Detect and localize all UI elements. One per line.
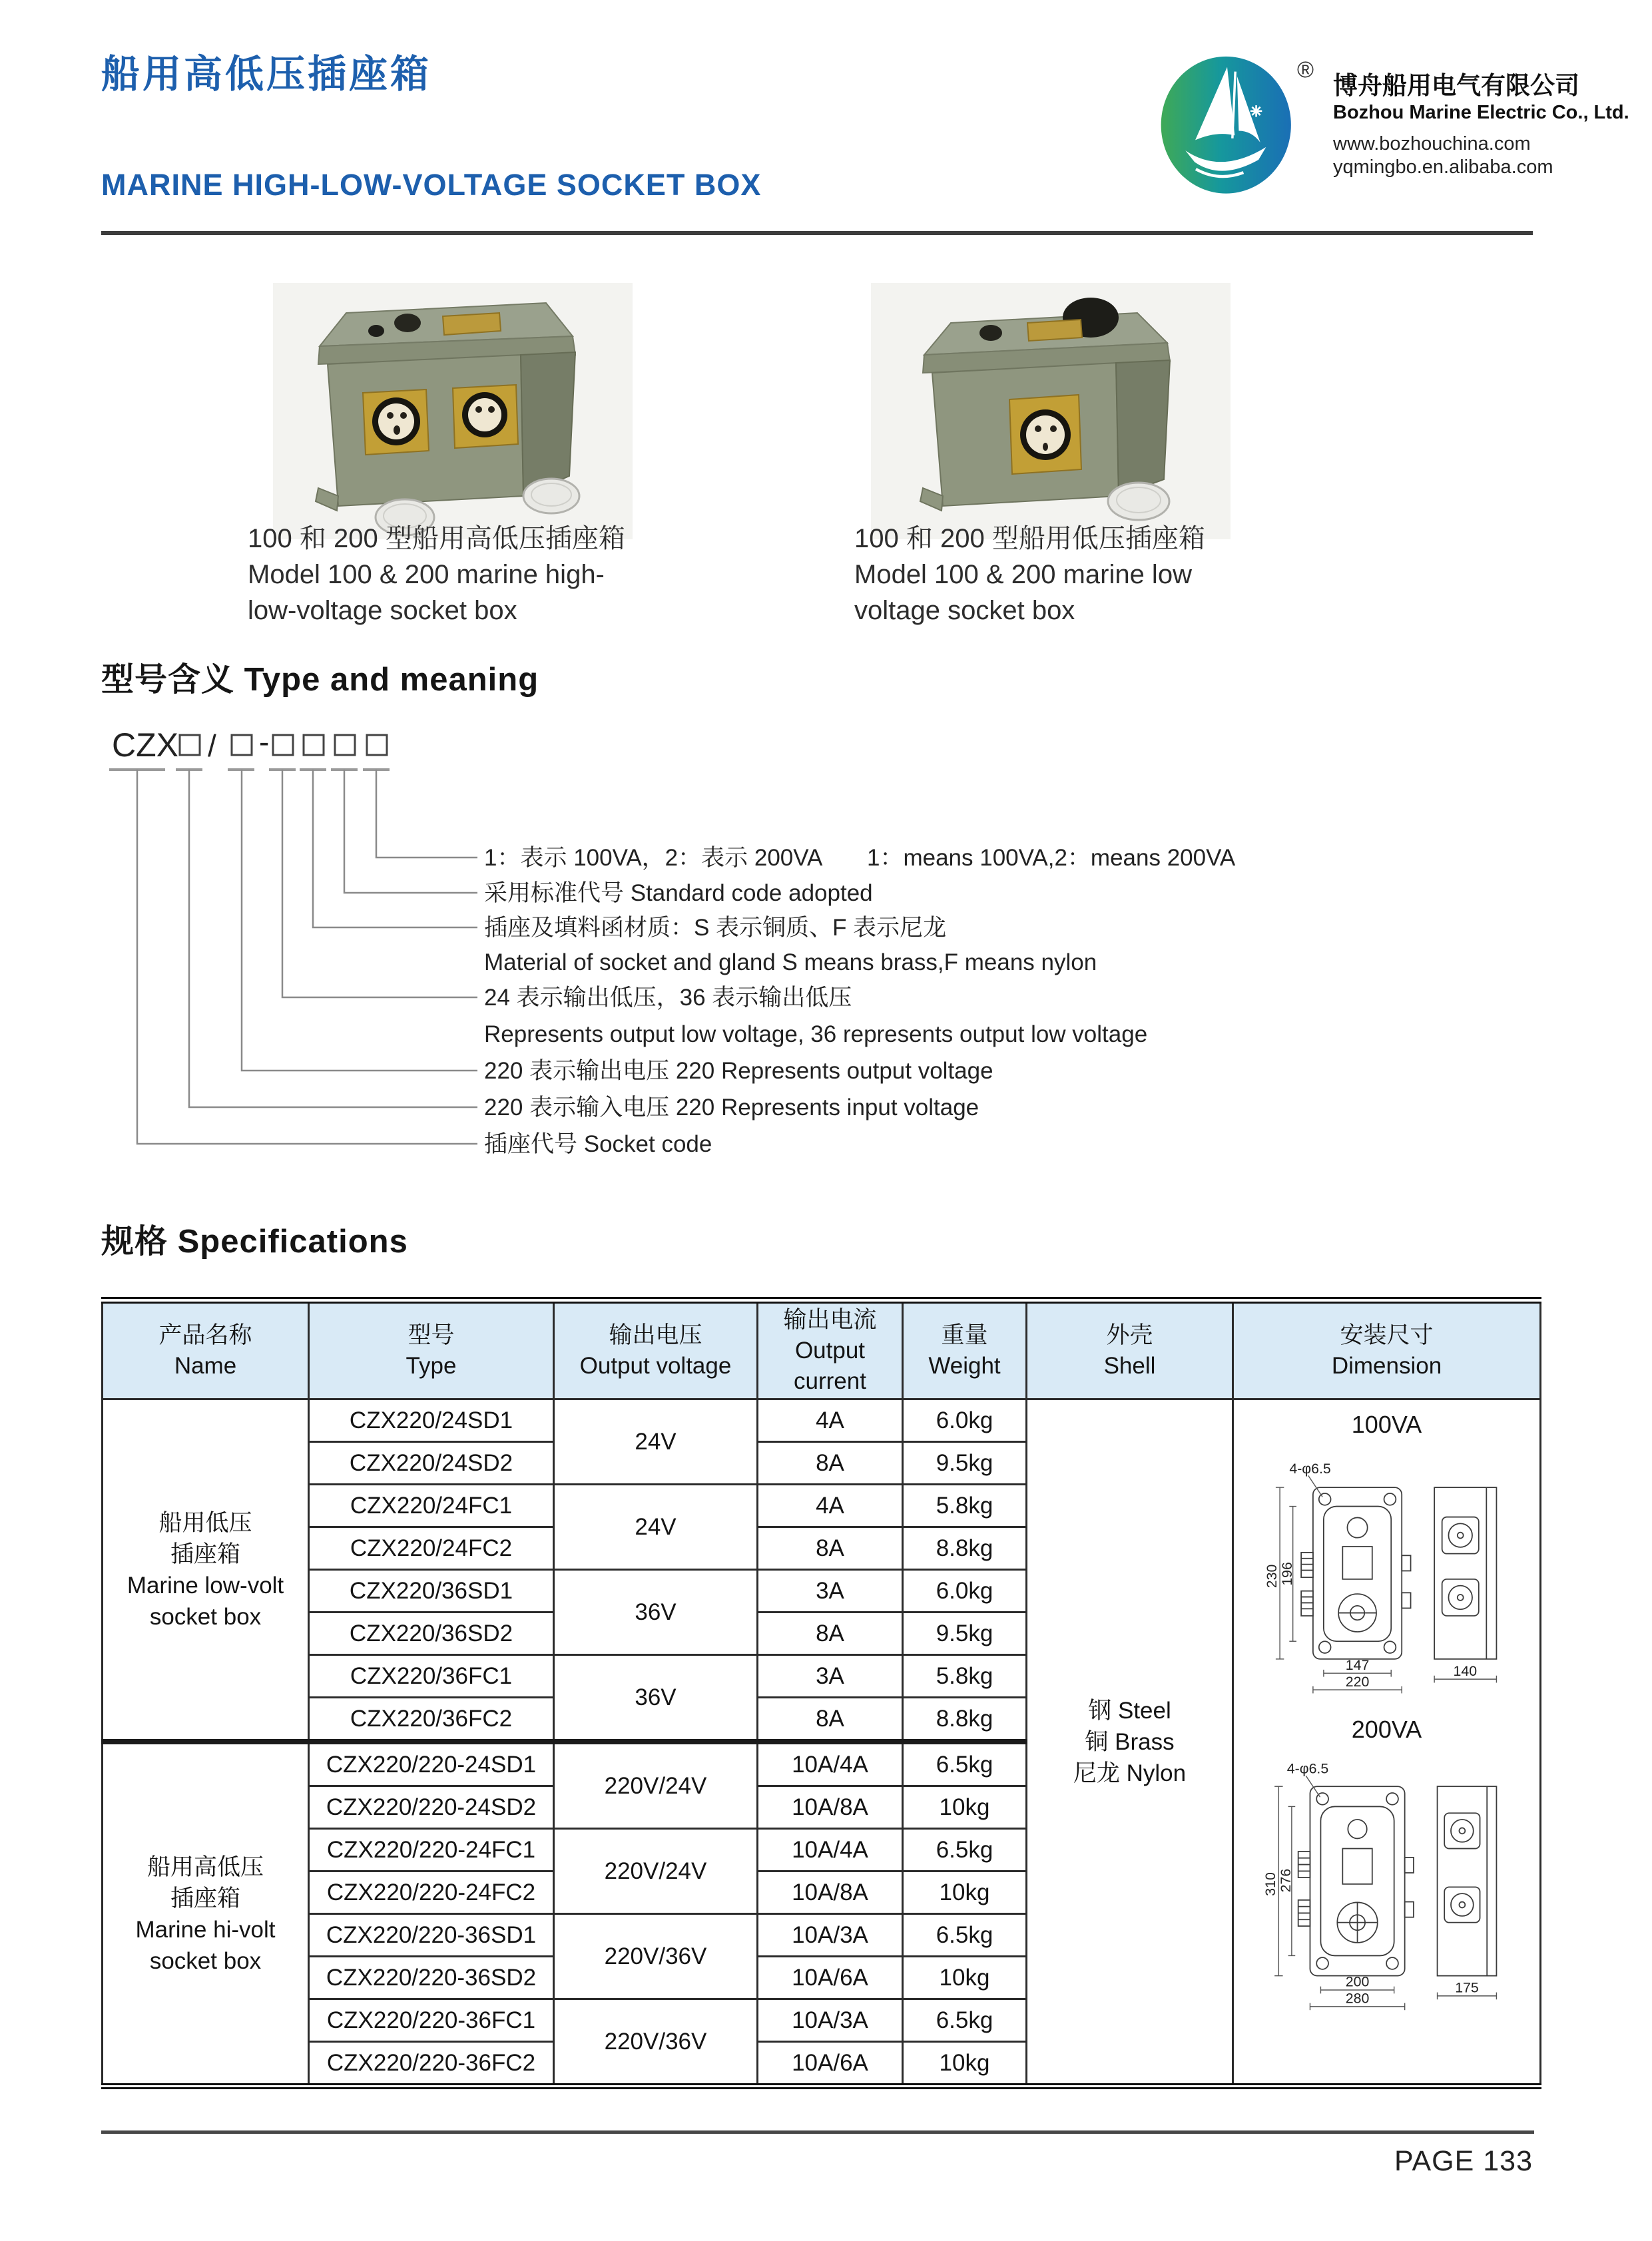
type-cell: CZX220/36SD2 [309,1613,554,1655]
col-header-name: 产品名称 Name [103,1300,309,1399]
col-header-shell: 外壳 Shell [1027,1300,1233,1399]
type-cell: CZX220/220-24FC2 [309,1871,554,1914]
code-label: 220 表示输入电压 220 Represents input voltage [484,1095,979,1120]
company-website: www.bozhouchina.com [1333,133,1531,154]
current-cell: 4A [758,1485,903,1527]
current-cell: 3A [758,1570,903,1613]
code-slash: / [208,728,216,763]
type-cell: CZX220/220-36SD2 [309,1957,554,1999]
drawing-title: 100VA [1351,1411,1422,1438]
weight-cell: 6.0kg [903,1399,1027,1442]
dimension-drawing-200va [1254,1745,1520,2023]
current-cell: 4A [758,1399,903,1442]
dim-label: 147 [1345,1656,1369,1673]
group-name-cell: 船用低压 插座箱 Marine low-volt socket box [103,1399,309,1742]
weight-cell: 10kg [903,1871,1027,1914]
type-cell: CZX220/220-24SD1 [309,1742,554,1786]
caption-line: 100 和 200 型船用高低压插座箱 [248,524,625,553]
weight-cell: 10kg [903,2042,1027,2087]
type-cell: CZX220/220-36SD1 [309,1914,554,1957]
table-header-row [103,1300,1541,1399]
type-cell: CZX220/24FC2 [309,1527,554,1570]
group-name-cell: 船用高低压 插座箱 Marine hi-volt socket box [103,1742,309,2087]
footer-divider [101,2130,1534,2134]
company-name-cn: 博舟船用电气有限公司 [1333,72,1579,99]
code-label: 1：表示 100VA，2：表示 200VA [484,845,823,871]
code-label: 采用标准代号 Standard code adopted [484,880,873,906]
registered-trademark-icon: ® [1297,57,1314,83]
caption-line: low-voltage socket box [248,596,517,625]
page-title: 船用高低压插座箱 [101,53,432,96]
voltage-cell: 36V [554,1655,758,1742]
page-number: PAGE 133 [1394,2145,1533,2177]
type-cell: CZX220/220-24SD2 [309,1786,554,1829]
voltage-cell: 220V/36V [554,1999,758,2087]
dim-label: 230 [1263,1564,1280,1589]
product-photo-high-low-voltage-box [233,276,659,543]
code-label: Represents output low voltage, 36 represents output low voltage [484,1021,1148,1047]
weight-cell: 6.5kg [903,1914,1027,1957]
caption-line: Model 100 & 200 marine high- [248,560,605,589]
current-cell: 10A/8A [758,1786,903,1829]
voltage-cell: 220V/24V [554,1742,758,1829]
weight-cell: 10kg [903,1786,1027,1829]
code-label: 24 表示输出低压，36 表示输出低压 [484,985,852,1011]
specifications-heading: 规格 Specifications [101,1224,408,1260]
code-prefix: CZX [112,726,178,764]
company-name-en: Bozhou Marine Electric Co., Ltd. [1333,102,1629,123]
type-cell: CZX220/36FC2 [309,1698,554,1742]
current-cell: 3A [758,1655,903,1698]
col-header-weight: 重量 Weight [903,1300,1027,1399]
weight-cell: 6.0kg [903,1570,1027,1613]
current-cell: 8A [758,1442,903,1485]
dim-label: 140 [1453,1662,1477,1679]
code-dash: - [259,724,270,759]
dimension-cell [1233,1399,1541,2087]
dimension-drawing-100va [1254,1440,1520,1700]
weight-cell: 8.8kg [903,1527,1027,1570]
current-cell: 10A/4A [758,1829,903,1871]
type-cell: CZX220/36SD1 [309,1570,554,1613]
current-cell: 8A [758,1527,903,1570]
dim-label: 200 [1345,1973,1369,1990]
code-label: 1：means 100VA,2：means 200VA [867,845,1236,871]
table-row [103,1399,1541,1442]
specifications-table [101,1297,1541,2089]
voltage-cell: 24V [554,1399,758,1485]
current-cell: 10A/6A [758,2042,903,2087]
dim-label: 4-φ6.5 [1286,1760,1328,1777]
current-cell: 10A/8A [758,1871,903,1914]
caption-line: Model 100 & 200 marine low [854,560,1192,589]
dim-label: 4-φ6.5 [1288,1460,1331,1477]
caption-line: 100 和 200 型船用低压插座箱 [854,524,1205,553]
dim-label: 220 [1345,1673,1369,1690]
col-header-output-voltage: 输出电压 Output voltage [554,1300,758,1399]
code-label: 220 表示输出电压 220 Represents output voltage [484,1058,993,1084]
sailboat-logo-icon [1140,43,1314,205]
header-divider [101,231,1533,235]
weight-cell: 5.8kg [903,1485,1027,1527]
voltage-cell: 220V/36V [554,1914,758,1999]
current-cell: 8A [758,1698,903,1742]
weight-cell: 6.5kg [903,1742,1027,1786]
voltage-cell: 36V [554,1570,758,1655]
type-cell: CZX220/24FC1 [309,1485,554,1527]
current-cell: 10A/6A [758,1957,903,1999]
code-label: 插座及填料函材质：S 表示铜质、F 表示尼龙 [484,915,947,941]
col-header-type: 型号 Type [309,1300,554,1399]
weight-cell: 6.5kg [903,1829,1027,1871]
weight-cell: 5.8kg [903,1655,1027,1698]
code-label: Material of socket and gland S means brass,F means nylon [484,949,1097,975]
voltage-cell: 24V [554,1485,758,1570]
code-label: 插座代号 Socket code [484,1131,712,1157]
col-header-dimension: 安装尺寸 Dimension [1233,1300,1541,1399]
weight-cell: 10kg [903,1957,1027,1999]
weight-cell: 9.5kg [903,1613,1027,1655]
drawing-title: 200VA [1351,1716,1422,1744]
dim-label: 175 [1454,1979,1479,1996]
weight-cell: 9.5kg [903,1442,1027,1485]
page-subtitle: MARINE HIGH-LOW-VOLTAGE SOCKET BOX [101,168,762,202]
product-caption [854,521,1320,628]
current-cell: 10A/3A [758,1999,903,2042]
product-caption [248,521,714,628]
current-cell: 10A/3A [758,1914,903,1957]
type-meaning-heading: 型号含义 Type and meaning [101,662,539,698]
type-code-diagram [101,718,1273,1184]
type-cell: CZX220/220-24FC1 [309,1829,554,1871]
weight-cell: 6.5kg [903,1999,1027,2042]
caption-line: voltage socket box [854,596,1075,625]
type-cell: CZX220/24SD2 [309,1442,554,1485]
dim-label: 310 [1262,1872,1278,1896]
dim-label: 196 [1278,1562,1295,1586]
current-cell: 10A/4A [758,1742,903,1786]
voltage-cell: 220V/24V [554,1829,758,1914]
type-cell: CZX220/220-36FC2 [309,2042,554,2087]
product-photo-low-voltage-box [831,276,1257,543]
current-cell: 8A [758,1613,903,1655]
shell-cell: 钢 Steel 铜 Brass 尼龙 Nylon [1027,1399,1233,2087]
company-info [1333,73,1646,181]
type-cell: CZX220/24SD1 [309,1399,554,1442]
type-cell: CZX220/36FC1 [309,1655,554,1698]
weight-cell: 8.8kg [903,1698,1027,1742]
dim-label: 276 [1277,1868,1294,1893]
col-header-output-current: 输出电流 Output current [758,1300,903,1399]
dim-label: 280 [1345,1990,1369,2007]
type-cell: CZX220/220-36FC1 [309,1999,554,2042]
company-alibaba-site: yqmingbo.en.alibaba.com [1333,156,1553,178]
